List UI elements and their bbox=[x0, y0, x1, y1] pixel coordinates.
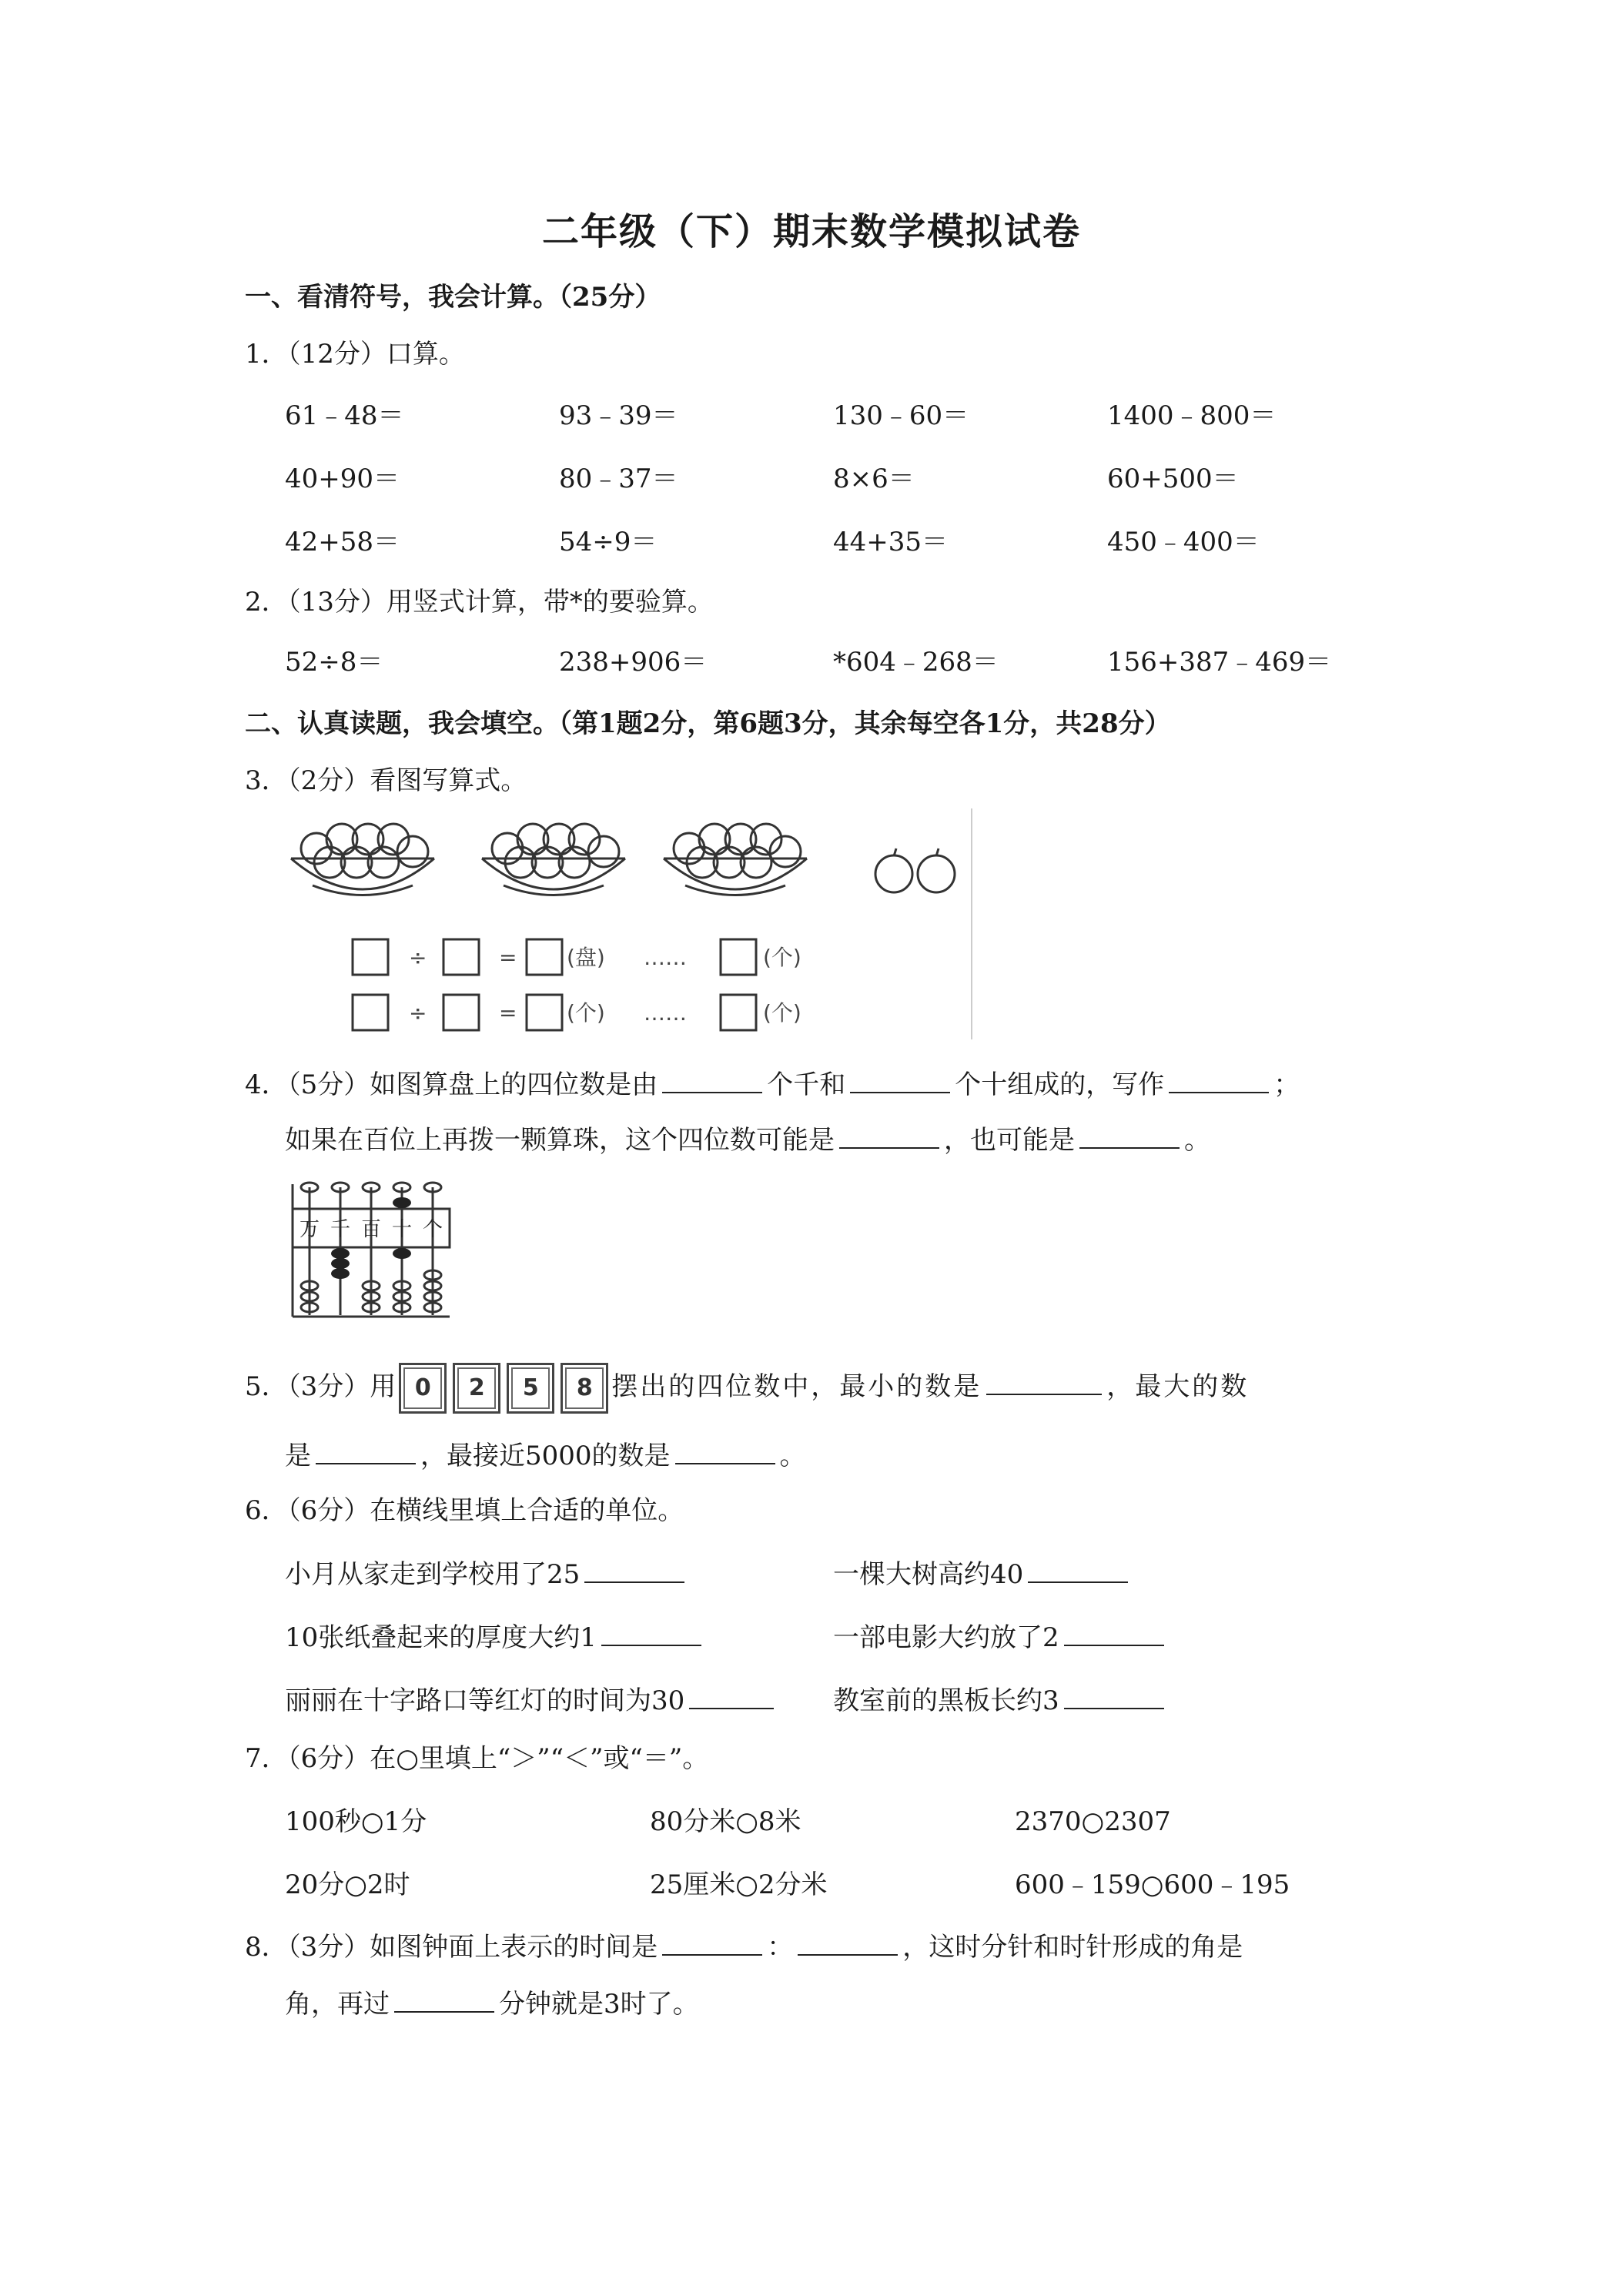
q6-text: 丽丽在十字路口等红灯的时间为30 bbox=[285, 1685, 685, 1716]
answer-blank[interactable] bbox=[316, 1440, 416, 1464]
divide-sign: ÷ bbox=[409, 945, 427, 970]
q4-text: 4．（5分）如图算盘上的四位数是由 bbox=[245, 1069, 658, 1100]
q6-item bbox=[833, 1685, 1169, 1717]
answer-box bbox=[443, 939, 479, 975]
q2-item: *604﹣268＝ bbox=[833, 647, 999, 678]
q5-text: 是 bbox=[285, 1441, 311, 1471]
q3-figure bbox=[282, 808, 982, 1047]
q1-item: 93﹣39＝ bbox=[559, 400, 678, 431]
q8-line-2 bbox=[285, 1988, 699, 2020]
q1-item: 8×6＝ bbox=[833, 464, 915, 494]
answer-blank[interactable] bbox=[662, 1931, 762, 1956]
answer-box bbox=[353, 995, 388, 1030]
q1-item: 60+500＝ bbox=[1107, 464, 1239, 494]
q1-item: 44+35＝ bbox=[833, 527, 949, 557]
q6-item bbox=[285, 1622, 706, 1654]
q1-heading: 1．（12分）口算。 bbox=[245, 339, 465, 370]
q5-text: 5．（3分）用 bbox=[245, 1371, 397, 1402]
unit-label: (个) bbox=[763, 945, 801, 970]
apple-plates-figure bbox=[282, 808, 982, 1047]
abacus-label: 万 bbox=[299, 1218, 320, 1241]
q7-item: 80分米○8米 bbox=[650, 1806, 801, 1837]
q2-heading: 2．（13分）用竖式计算，带*的要验算。 bbox=[245, 587, 714, 618]
section-1-heading: 一、看清符号，我会计算。（25分） bbox=[245, 282, 661, 313]
abacus-label: 个 bbox=[422, 1218, 443, 1241]
q6-text: 10张纸叠起来的厚度大约1 bbox=[285, 1622, 597, 1653]
abacus-label: 百 bbox=[360, 1218, 382, 1241]
remainder-dots: …… bbox=[644, 1000, 687, 1026]
q5-text: ，最接近5000的数是 bbox=[420, 1441, 671, 1471]
remainder-dots: …… bbox=[644, 945, 687, 970]
q6-heading: 6．（6分）在横线里填上合适的单位。 bbox=[245, 1495, 684, 1526]
q1-item: 450﹣400＝ bbox=[1107, 527, 1260, 557]
plate-of-apples bbox=[664, 824, 807, 895]
unit-label: (个) bbox=[567, 1000, 605, 1026]
answer-box bbox=[527, 995, 562, 1030]
q4-text: 个千和 bbox=[767, 1069, 846, 1100]
digit-card: 0 bbox=[399, 1363, 447, 1414]
q4-text: ，也可能是 bbox=[944, 1125, 1075, 1156]
q1-item: 40+90＝ bbox=[285, 464, 400, 494]
q6-item bbox=[285, 1685, 778, 1717]
q8-text: 8．（3分）如图钟面上表示的时间是 bbox=[245, 1932, 658, 1963]
q5-text: ，最大的数 bbox=[1106, 1371, 1250, 1402]
q5-text: 。 bbox=[779, 1441, 806, 1471]
q2-item: 52÷8＝ bbox=[285, 647, 383, 678]
answer-blank[interactable] bbox=[675, 1440, 775, 1464]
unit-label: (盘) bbox=[567, 945, 605, 970]
answer-blank[interactable] bbox=[662, 1069, 762, 1093]
answer-blank[interactable] bbox=[689, 1685, 774, 1709]
q6-text: 教室前的黑板长约3 bbox=[833, 1685, 1059, 1716]
q8-text: ，这时分针和时针形成的角是 bbox=[902, 1932, 1243, 1963]
q6-text: 一部电影大约放了2 bbox=[833, 1622, 1059, 1653]
q7-item: 100秒○1分 bbox=[285, 1806, 427, 1837]
abacus-label: 十 bbox=[391, 1218, 413, 1241]
q4-text: 个十组成的，写作 bbox=[955, 1069, 1165, 1100]
q2-item: 238+906＝ bbox=[559, 647, 708, 678]
q1-item: 80﹣37＝ bbox=[559, 464, 678, 494]
q8-text: ： bbox=[767, 1932, 794, 1963]
equals-sign: = bbox=[499, 945, 517, 970]
answer-box bbox=[721, 995, 756, 1030]
q6-item bbox=[833, 1622, 1169, 1654]
answer-blank[interactable] bbox=[986, 1371, 1102, 1395]
q5-text: 摆出的四位数中，最小的数是 bbox=[611, 1371, 982, 1402]
abacus-figure bbox=[288, 1178, 457, 1324]
answer-box bbox=[443, 995, 479, 1030]
q6-text: 小月从家走到学校用了25 bbox=[285, 1559, 581, 1590]
page-title: 二年级（下）期末数学模拟试卷 bbox=[541, 210, 1081, 253]
q1-item: 42+58＝ bbox=[285, 527, 400, 557]
q1-item: 61﹣48＝ bbox=[285, 400, 404, 431]
answer-box bbox=[527, 939, 562, 975]
answer-blank[interactable] bbox=[1064, 1622, 1164, 1646]
q3-heading: 3．（2分）看图写算式。 bbox=[245, 765, 527, 796]
answer-blank[interactable] bbox=[1169, 1069, 1269, 1093]
answer-blank[interactable] bbox=[839, 1124, 939, 1149]
q7-item: 25厘米○2分米 bbox=[650, 1869, 828, 1900]
q1-item: 130﹣60＝ bbox=[833, 400, 969, 431]
answer-blank[interactable] bbox=[584, 1558, 684, 1583]
answer-blank[interactable] bbox=[1064, 1685, 1164, 1709]
answer-box bbox=[353, 939, 388, 975]
equals-sign: = bbox=[499, 1000, 517, 1026]
digit-card: 8 bbox=[561, 1363, 608, 1414]
q4-text: 如果在百位上再拨一颗算珠，这个四位数可能是 bbox=[285, 1125, 835, 1156]
q4-line-1 bbox=[245, 1069, 1300, 1101]
q7-item: 2370○2307 bbox=[1015, 1806, 1171, 1837]
q4-text: 。 bbox=[1184, 1125, 1210, 1156]
abacus-label: 千 bbox=[330, 1218, 351, 1241]
q1-item: 54÷9＝ bbox=[559, 527, 658, 557]
q1-item: 1400﹣800＝ bbox=[1107, 400, 1277, 431]
q6-item bbox=[285, 1558, 689, 1591]
q5-line-1 bbox=[245, 1363, 1249, 1414]
answer-blank[interactable] bbox=[394, 1988, 494, 2013]
q4-line-2 bbox=[285, 1124, 1210, 1156]
answer-box bbox=[721, 939, 756, 975]
digit-card: 5 bbox=[507, 1363, 554, 1414]
q7-heading: 7．（6分）在○里填上“＞”“＜”或“＝”。 bbox=[245, 1743, 709, 1774]
q8-line-1 bbox=[245, 1931, 1243, 1963]
answer-blank[interactable] bbox=[601, 1622, 701, 1646]
q8-text: 角，再过 bbox=[285, 1989, 390, 2020]
plate-of-apples bbox=[482, 824, 625, 895]
unit-label: (个) bbox=[763, 1000, 801, 1026]
q6-text: 一棵大树高约40 bbox=[833, 1559, 1024, 1590]
plate-of-apples bbox=[291, 824, 434, 895]
answer-blank[interactable] bbox=[1028, 1558, 1128, 1583]
digit-card: 2 bbox=[453, 1363, 500, 1414]
q7-item: 600﹣159○600﹣195 bbox=[1015, 1869, 1290, 1900]
q8-text: 分钟就是3时了。 bbox=[499, 1989, 699, 2020]
q7-item: 20分○2时 bbox=[285, 1869, 410, 1900]
q5-line-2 bbox=[285, 1440, 806, 1472]
q4-text: ； bbox=[1273, 1069, 1300, 1100]
section-2-heading: 二、认真读题，我会填空。（第1题2分，第6题3分，其余每空各1分，共28分） bbox=[245, 708, 1171, 739]
abacus bbox=[288, 1178, 457, 1324]
divide-sign: ÷ bbox=[409, 1000, 427, 1026]
answer-blank[interactable] bbox=[1079, 1124, 1180, 1149]
q2-item: 156+387﹣469＝ bbox=[1107, 647, 1332, 678]
answer-blank[interactable] bbox=[850, 1069, 950, 1093]
loose-apples bbox=[875, 848, 955, 892]
q6-item bbox=[833, 1558, 1133, 1591]
answer-blank[interactable] bbox=[798, 1931, 898, 1956]
